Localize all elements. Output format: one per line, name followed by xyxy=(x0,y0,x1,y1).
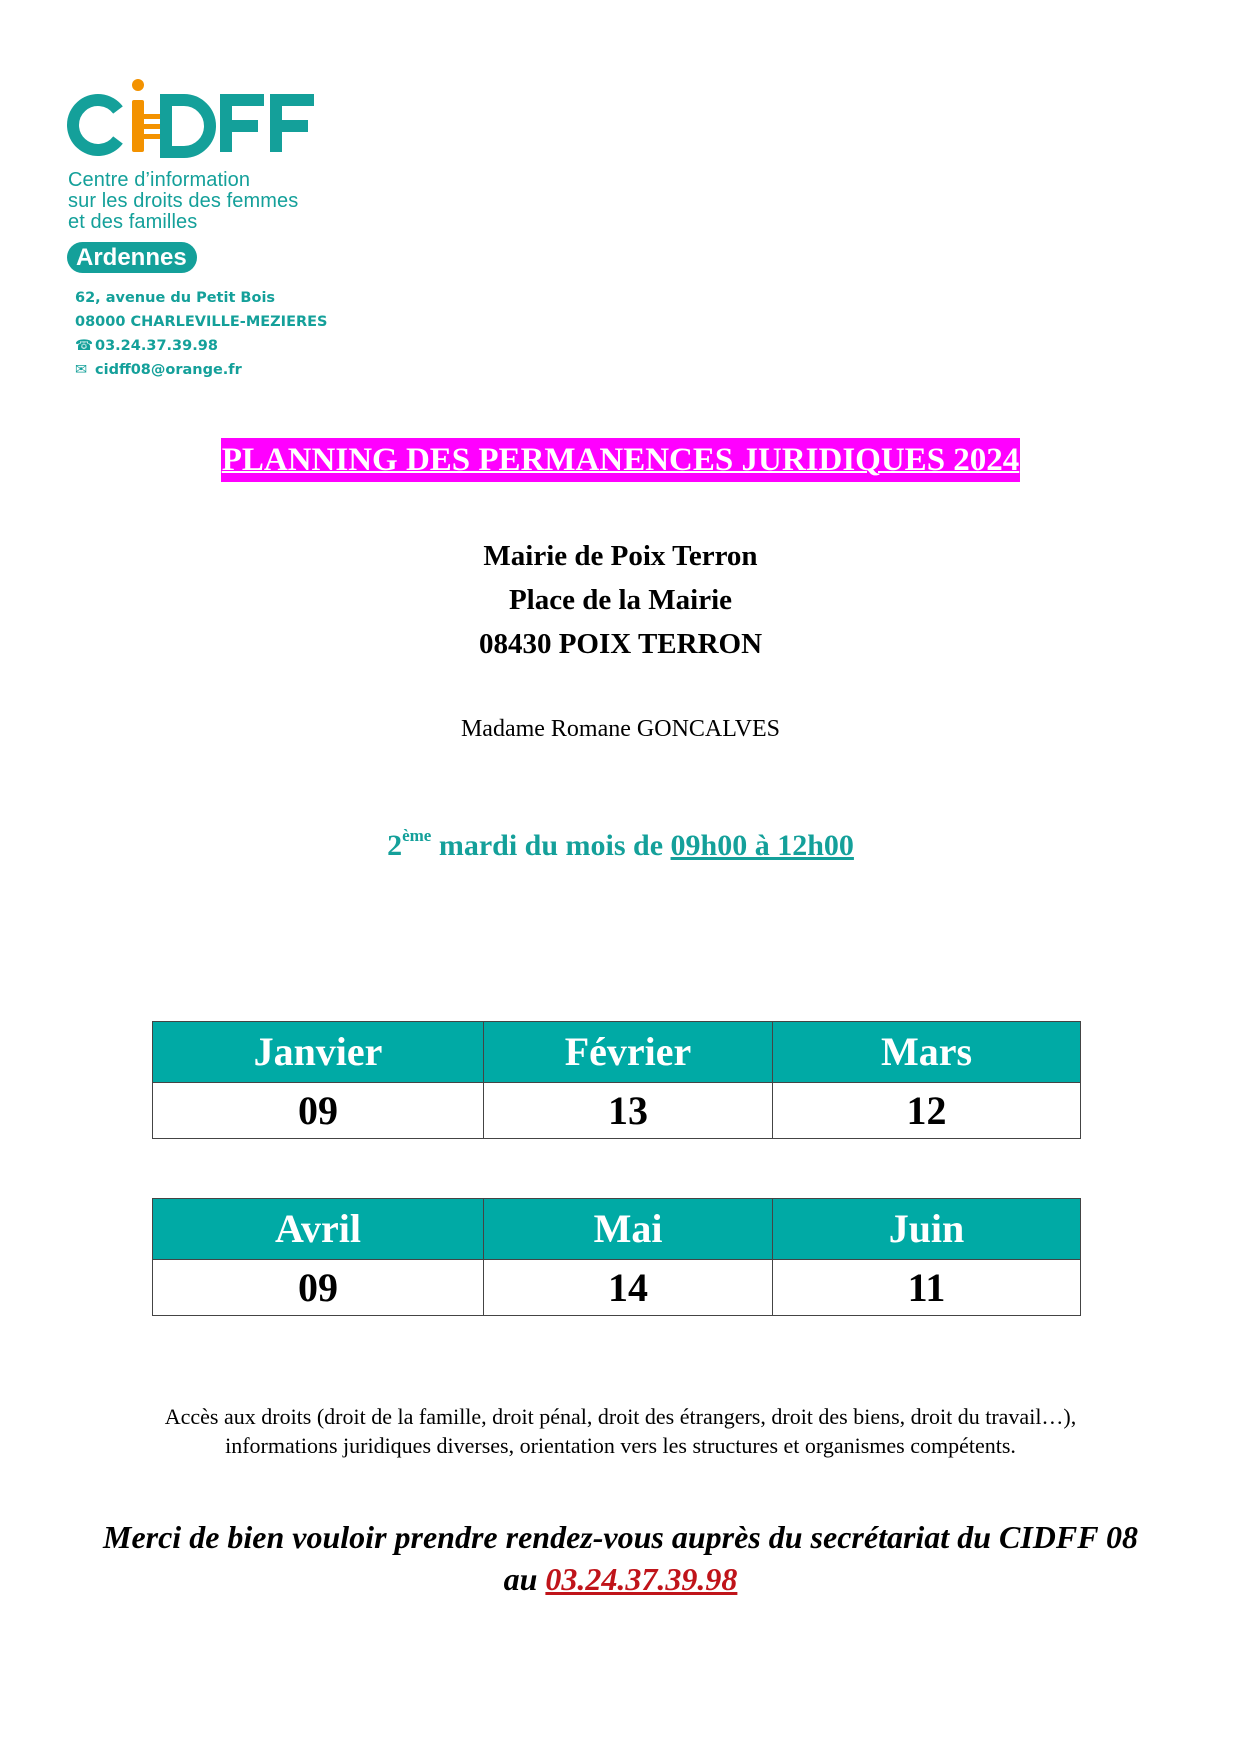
lawyer-name: Madame Romane GONCALVES xyxy=(460,716,781,742)
day-cell: 12 xyxy=(773,1083,1081,1139)
month-header-row xyxy=(153,1199,1081,1260)
cidff-logo xyxy=(66,78,396,278)
contact-email[interactable]: cidff08@orange.fr xyxy=(95,362,242,378)
access-line: informations juridiques diverses, orientation vers les structures et organismes compétents. xyxy=(225,1433,1016,1458)
venue-name: Mairie de Poix Terron xyxy=(483,540,758,572)
contact-block xyxy=(75,286,327,382)
month-header: Juin xyxy=(773,1199,1081,1260)
logo-subtitle-line: sur les droits des femmes xyxy=(68,190,299,212)
month-header-row xyxy=(153,1022,1081,1083)
day-cell: 13 xyxy=(484,1083,773,1139)
appointment-prefix: au xyxy=(503,1561,546,1597)
venue-city: 08430 POIX TERRON xyxy=(478,628,763,660)
cidff-wordmark xyxy=(66,78,328,160)
schedule-ordinal: 2 xyxy=(387,829,403,862)
contact-city: 08000 CHARLEVILLE-MEZIERES xyxy=(75,314,328,330)
month-header: Février xyxy=(484,1022,773,1083)
month-header: Janvier xyxy=(153,1022,484,1083)
schedule-line xyxy=(0,826,1241,863)
schedule-hours: 09h00 à 12h00 xyxy=(670,829,854,862)
region-badge: Ardennes xyxy=(67,242,197,273)
logo-subtitle-line: et des familles xyxy=(68,211,198,233)
day-cell: 09 xyxy=(153,1083,484,1139)
access-description xyxy=(0,1402,1241,1460)
day-cell: 09 xyxy=(153,1260,484,1316)
venue-address xyxy=(0,534,1241,666)
appointment-phone[interactable]: 03.24.37.39.98 xyxy=(545,1561,738,1597)
page-title: PLANNING DES PERMANENCES JURIDIQUES 2024 xyxy=(221,438,1021,482)
envelope-icon: ✉ xyxy=(75,362,88,378)
schedule-text: mardi du mois de xyxy=(431,829,671,862)
appointment-note xyxy=(0,1516,1241,1600)
logo-subtitle-line: Centre d’information xyxy=(68,169,251,191)
calendar-table xyxy=(152,1198,1081,1316)
access-line: Accès aux droits (droit de la famille, droit pénal, droit des étrangers, droit des biens, droit du travail…), xyxy=(164,1404,1077,1429)
contact-phone: 03.24.37.39.98 xyxy=(95,338,218,354)
month-header: Mai xyxy=(484,1199,773,1260)
contact-email-row xyxy=(75,358,327,382)
day-cell: 11 xyxy=(773,1260,1081,1316)
logo-subtitle xyxy=(68,170,298,233)
phone-icon: ☎ xyxy=(75,338,94,354)
schedule-ordinal-suffix: ème xyxy=(402,826,432,845)
month-header: Avril xyxy=(153,1199,484,1260)
day-row xyxy=(153,1083,1081,1139)
day-cell: 14 xyxy=(484,1260,773,1316)
contact-phone-row xyxy=(75,334,327,358)
month-header: Mars xyxy=(773,1022,1081,1083)
day-row xyxy=(153,1260,1081,1316)
calendar-table xyxy=(152,1021,1081,1139)
contact-street: 62, avenue du Petit Bois xyxy=(75,290,276,306)
title-wrap xyxy=(0,438,1241,482)
venue-street: Place de la Mairie xyxy=(508,584,733,616)
appointment-line: Merci de bien vouloir prendre rendez-vous auprès du secrétariat du CIDFF 08 xyxy=(102,1519,1138,1555)
appointment-phone-line xyxy=(0,1558,1241,1600)
